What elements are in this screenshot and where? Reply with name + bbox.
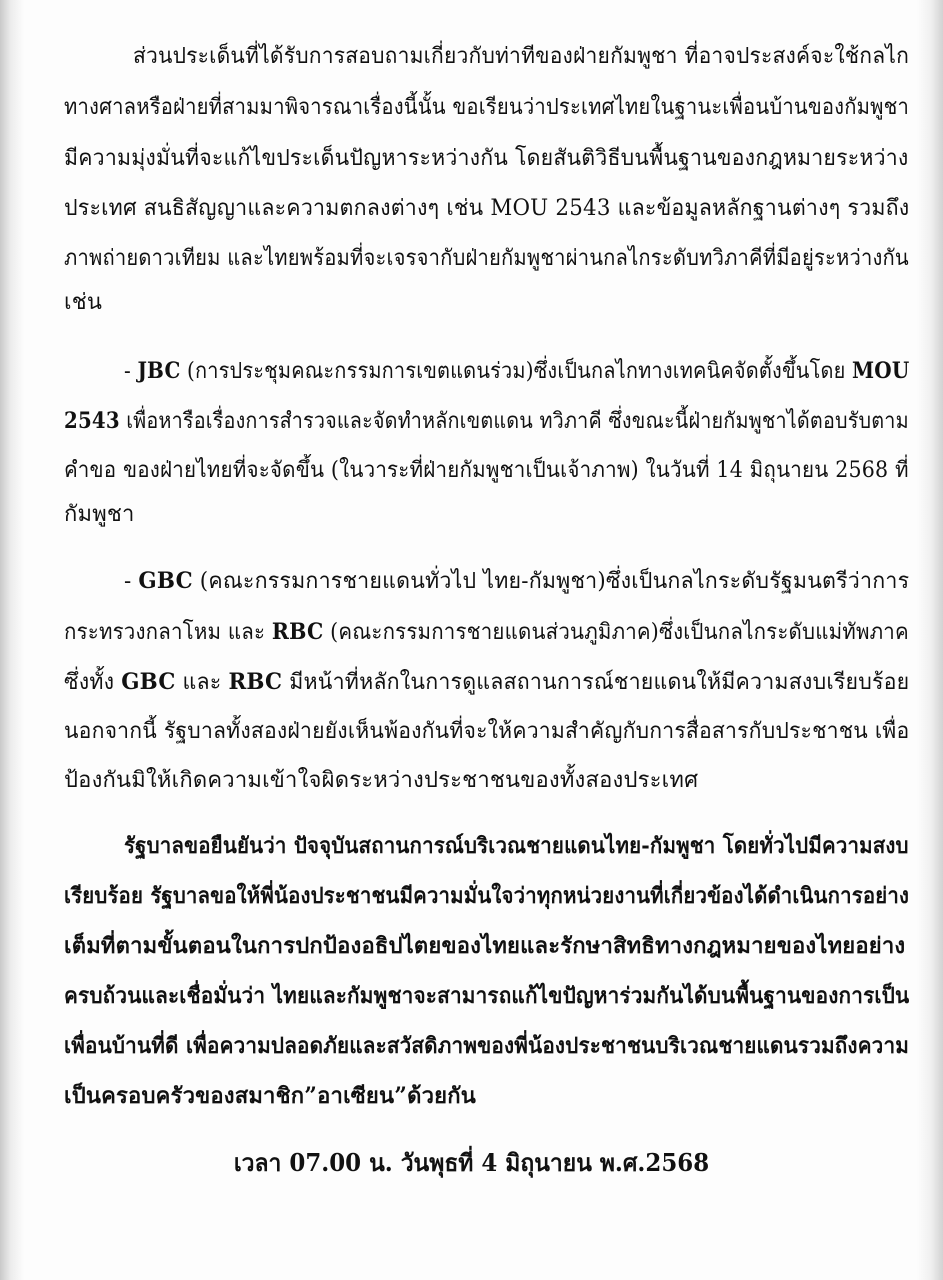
jbc-line-4: กัมพูชา <box>64 502 135 527</box>
gbc-line-3-mid: และ <box>175 670 229 695</box>
paragraph-1-line-4: ประเทศ สนธิสัญญาและความตกลงต่างๆ เช่น MOU 2543 และข้อมูลหลักฐานต่างๆ รวมถึง <box>64 196 910 221</box>
statement-line-6: เป็นครอบครัวของสมาชิก”อาเซียน”ด้วยกัน <box>64 1083 476 1109</box>
rbc-acronym: RBC <box>271 619 324 645</box>
paragraph-1-line-2: ทางศาลหรือฝ่ายที่สามมาพิจารณาเรื่องนี้นั้น ขอเรียนว่าประเทศไทยในฐานะเพื่อนบ้านของกัมพูชา <box>64 95 910 120</box>
gbc-line-2-text: (คณะกรรมการชายแดนส่วนภูมิภาค)ซึ่งเป็นกลไกระดับแม่ทัพภาค <box>323 620 909 645</box>
gbc-line-1-text: (คณะกรรมการชายแดนทั่วไป ไทย-กัมพูชา)ซึ่งเป็นกลไกระดับรัฐมนตรีว่าการ <box>192 569 910 594</box>
jbc-line-2 <box>64 406 909 437</box>
paragraph-1-line-1: ส่วนประเด็นที่ได้รับการสอบถามเกี่ยวกับท่าทีของฝ่ายกัมพูชา ที่อาจประสงค์จะใช้กลไก <box>133 44 910 69</box>
statement-line-2: เรียบร้อย รัฐบาลขอให้พี่น้องประชาชนมีความมั่นใจว่าทุกหน่วยงานที่เกี่ยวข้องได้ดำเนินการอย่าง <box>64 883 910 909</box>
gbc-dash: - <box>124 569 139 594</box>
paragraph-1-line-6: เช่น <box>64 290 103 315</box>
gbc-acronym-2: GBC <box>121 669 176 695</box>
jbc-line-1-text: (การประชุมคณะกรรมการเขตแดนร่วม)ซึ่งเป็นกลไกทางเทคนิคจัดตั้งขึ้นโดย <box>180 359 853 384</box>
mou-year: 2543 <box>64 408 120 434</box>
jbc-line-3: คำขอ ของฝ่ายไทยที่จะจัดขึ้น (ในวาระที่ฝ่ายกัมพูชาเป็นเจ้าภาพ) ในวันที่ 14 มิถุนายน 2568 ที่ <box>64 458 909 483</box>
gbc-line-5: ป้องกันมิให้เกิดความเข้าใจผิดระหว่างประชาชนของทั้งสองประเทศ <box>64 768 699 793</box>
gbc-line-2 <box>64 617 909 648</box>
statement-line-3: เต็มที่ตามขั้นตอนในการปกป้องอธิปไตยของไทยและรักษาสิทธิทางกฎหมายของไทยอย่าง <box>64 933 906 959</box>
gbc-line-2-pre: กระทรวงกลาโหม และ <box>64 620 272 645</box>
gbc-line-3 <box>64 667 909 698</box>
jbc-line-1 <box>124 356 909 387</box>
statement-line-4: ครบถ้วนและเชื่อมั่นว่า ไทยและกัมพูชาจะสามารถแก้ไขปัญหาร่วมกันได้บนพื้นฐานของการเป็น <box>64 983 910 1009</box>
gbc-line-1 <box>124 566 909 597</box>
statement-line-5: เพื่อนบ้านที่ดี เพื่อความปลอดภัยและสวัสดิภาพของพี่น้องประชาชนบริเวณชายแดนรวมถึงความ <box>64 1033 910 1059</box>
paragraph-1-line-5: ภาพถ่ายดาวเทียม และไทยพร้อมที่จะเจรจากับฝ่ายกัมพูชาผ่านกลไกระดับทวิภาคีที่มีอยู่ระหว่างกัน <box>64 246 909 271</box>
rbc-acronym-2: RBC <box>228 669 283 695</box>
page-right-edge-shadow <box>917 0 943 1280</box>
release-time-footer: เวลา 07.00 น. วันพุธที่ 4 มิถุนายน พ.ศ.2568 <box>233 1148 710 1177</box>
page-left-edge-shadow <box>0 0 24 1280</box>
gbc-line-3-text: มีหน้าที่หลักในการดูแลสถานการณ์ชายแดนให้มีความสงบเรียบร้อย <box>282 670 910 695</box>
jbc-line-2-text: เพื่อหารือเรื่องการสำรวจและจัดทำหลักเขตแดน ทวิภาคี ซึ่งขณะนี้ฝ่ายกัมพูชาได้ตอบรับตาม <box>119 409 909 434</box>
jbc-dash: - <box>124 359 138 384</box>
statement-line-1: รัฐบาลขอยืนยันว่า ปัจจุบันสถานการณ์บริเวณชายแดนไทย-กัมพูชา โดยทั่วไปมีความสงบ <box>124 833 909 859</box>
gbc-line-3-pre: ซึ่งทั้ง <box>64 670 122 695</box>
gbc-acronym: GBC <box>138 568 193 594</box>
paragraph-1-line-3: มีความมุ่งมั่นที่จะแก้ไขประเด็นปัญหาระหว่างกัน โดยสันติวิธีบนพื้นฐานของกฎหมายระหว่าง <box>64 146 909 171</box>
jbc-acronym: JBC <box>137 358 181 384</box>
mou-label: MOU <box>852 358 910 384</box>
gbc-line-4: นอกจากนี้ รัฐบาลทั้งสองฝ่ายยังเห็นพ้องกันที่จะให้ความสำคัญกับการสื่อสารกับประชาชน เพื่อ <box>64 719 910 744</box>
